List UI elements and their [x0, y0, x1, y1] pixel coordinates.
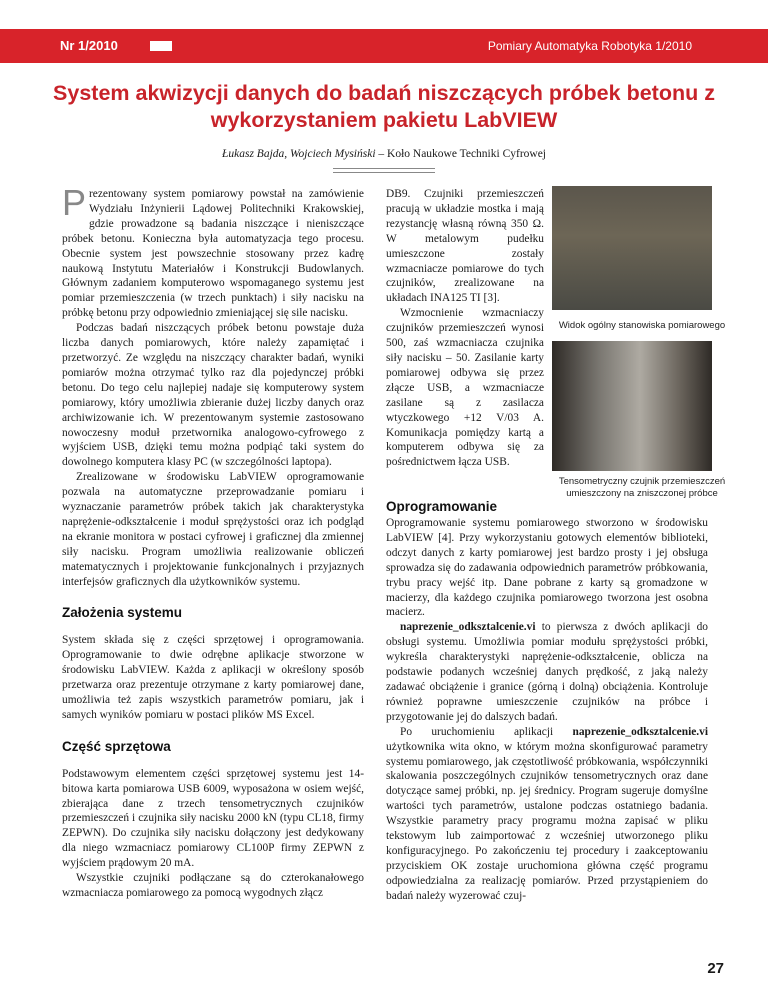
- figure-photo-sensor: [552, 341, 712, 471]
- figure-caption: Tensometryczny czujnik przemieszczeń umieszczony na zniszczonej próbce: [558, 476, 726, 499]
- column-middle: [386, 187, 544, 527]
- vi-filename: naprezenie_odksztalcenie.vi: [572, 725, 708, 738]
- authors-line: [40, 148, 728, 160]
- divider: [333, 172, 435, 173]
- column-right: [386, 516, 708, 904]
- divider: [333, 168, 435, 169]
- section-heading-oprogramowanie: Oprogramowanie: [386, 499, 498, 515]
- paragraph: Zrealizowane w środowisku LabVIEW oprogramowanie pozwala na automatyczne przeprowadzanie pomiaru i wyznaczanie parametrów próbek takich jak charakterystyka naprężenie-odkształcenie i moduł sprężystości oraz ich podgląd na ekranie monitora w postaci cyfrowej i graficznej dla zmiennej siły nacisku. Program umożliwia realizowanie obliczeń matematycznych i projektowanie funkcjonalnych i przyjaznych interfejsów graficznych dla użytkowników systemu.: [62, 471, 364, 588]
- author-names: Łukasz Bajda, Wojciech Mysiński: [221, 148, 376, 160]
- section-heading-zalozenia: Założenia systemu: [62, 605, 183, 621]
- paragraph: Wzmocnienie wzmacniaczy czujników przemieszczeń wynosi 500, zaś wzmacniacza czujnika siły nacisku – 50. Zasilanie karty pomiarowej odbywa się przez złącze USB, a wzmacniacze zasilane są z zasilacza wtyczkowego +12 V/03 A. Komunikacja pomiędzy kartą a komputerem odbywa się za pośrednictwem łącza USB.: [386, 307, 544, 469]
- header-notch: [150, 29, 172, 41]
- paragraph-text: Po uruchomieniu aplikacji: [400, 725, 573, 738]
- paragraph: Podstawowym elementem części sprzętowej systemu jest 14-bitowa karta pomiarowa USB 6009, wyposażona w osiem wejść, zbierająca dane z trzech tensometrycznych czujników przemieszczeń i czujnika siły nacisku 2000 kN (typu CL18, firmy ZEPWN). Do czujnika siły nacisku dołączony jest dedykowany dla niego wzmacniacz pomiarowy CL100P firmy ZEPWN z wyjściem prądowym 20 mA.: [62, 767, 364, 870]
- paragraph: Oprogramowanie systemu pomiarowego stworzono w środowisku LabVIEW [4]. Przy wykorzystaniu gotowych elementów biblioteki, odczyt danych z karty pomiarowej jest bardzo prosty i jej obsługa sprowadza się do zadawania odpowiednich parametrów próbkowania, trybu pracy wejść itp. Dane pobrane z karty są gromadzone w macierzy, dla każdego czujnika pomiarowego tworzona jest osobna macierz.: [386, 517, 708, 619]
- figure-caption: Widok ogólny stanowiska pomiarowego: [558, 320, 726, 331]
- intro-paragraph: [62, 182, 364, 321]
- paragraph-text: to pierwsza z dwóch aplikacji do obsługi systemu. Umożliwia pomiar modułu sprężystości próbki, wykreśla charakterystyki naprężenie-odkształcenie, oblicza na podstawie podanych wcześniej danych prędkość, z jaką należy zadawać obciążenie i granice (górną i dolną) obciążenia. Kontroluje również poprawne umieszczenie czujników na próbce i przygotowanie jej do dalszych badań.: [386, 621, 708, 723]
- author-affiliation: – Koło Naukowe Techniki Cyfrowej: [375, 148, 547, 160]
- page-number: 27: [707, 960, 724, 977]
- paragraph: [386, 725, 708, 904]
- header-notch: [150, 51, 172, 63]
- paragraph: DB9. Czujniki przemieszczeń pracują w układzie mostka i mają rezystancję własną równą 350 Ω. W metalowym pudełku umieszczone zostały wzmacniacze pomiarowe do tych czujników, zrealizowane na układach INA125 TI [3].: [386, 188, 544, 305]
- paragraph: [386, 620, 708, 724]
- paragraph: Wszystkie czujniki podłączane są do czterokanałowego wzmacniacza pomiarowego za pomocą wygodnych złącz: [62, 872, 364, 899]
- vi-filename: naprezenie_odksztalcenie.vi: [400, 621, 536, 634]
- page-header: [0, 29, 768, 63]
- paragraph: System składa się z części sprzętowej i oprogramowania. Oprogramowanie to dwie odrębne aplikacje stworzone w środowisku LabVIEW. Każda z aplikacji w określony sposób przetwarza oraz prezentuje otrzymane z karty pomiarowej dane, umożliwia też zapis wszystkich parametrów pomiaru, jak i samych wyników pomiaru w postaci plików MS Excel.: [62, 634, 364, 721]
- issue-number: Nr 1/2010: [60, 38, 118, 53]
- article-title: System akwizycji danych do badań niszczących próbek betonu z wykorzystaniem pakietu LabVIEW: [53, 81, 715, 132]
- figure-photo-station: [552, 186, 712, 310]
- drop-cap: P: [62, 182, 87, 223]
- section-heading-sprzet: Część sprzętowa: [62, 738, 171, 754]
- paragraph: Podczas badań niszczących próbek betonu powstaje duża liczba danych pomiarowych, które należy zapamiętać i przetworzyć. Ze względu na niszczący charakter badań, wyniki pomiarów można otrzymać tylko raz dla pojedynczej próbki betonu. Do tego celu najlepiej nadaje się komputerowy system pomiarowy, który umożliwia zbieranie dużej liczby danych oraz archiwizowanie ich. W prezentowanym systemie zastosowano nowoczesny moduł przetwornika analogowo-cyfrowego z wyjściem USB, dzięki temu można podpiąć taki system do dowolnego komputera klasy PC (w szczególności laptopa).: [62, 322, 364, 469]
- paragraph-text: użytkownika wita okno, w którym można skonfigurować parametry systemu pomiarowego, jak częstotliwość próbkowania, współczynniki skalowania poszczególnych czujników tensometrycznych oraz dane dotyczące samej próbki, np. jej średnicy. Program sugeruje domyślne wartości tych parametrów, ustalone podczas ostatniego badania. Wszystkie parametry pracy programu można zapisać w pliku tekstowym lub zaimportować z wcześniej utworzonego pliku konfiguracyjnego. Po zakończeniu tej procedury i zaakceptowaniu przyciskiem OK zostaje uruchomiona główna część programu odpowiedzialna za realizację pomiarów. Przed przystąpieniem do badań należy wyzerować czuj-: [386, 740, 708, 902]
- column-left: [62, 182, 364, 901]
- journal-name: Pomiary Automatyka Robotyka 1/2010: [487, 39, 692, 53]
- intro-text: rezentowany system pomiarowy powstał na zamówienie Wydziału Inżynierii Lądowej Politechniki Krakowskiej, gdzie prowadzone są badania niszczące i nieniszczące próbek betonu. Konieczna była automatyzacja tego procesu. Obecnie system jest powszechnie stosowany przez kadrę naukową Instytutu Materiałów i Konstrukcji Budowlanych. Głównym zadaniem komputerowo wspomaganego systemu jest pomiar przemieszczenia (w trzech punktach) i siły nacisku na próbkę betonu przy odpowiednio zmieniającej się sile nacisku.: [62, 188, 364, 320]
